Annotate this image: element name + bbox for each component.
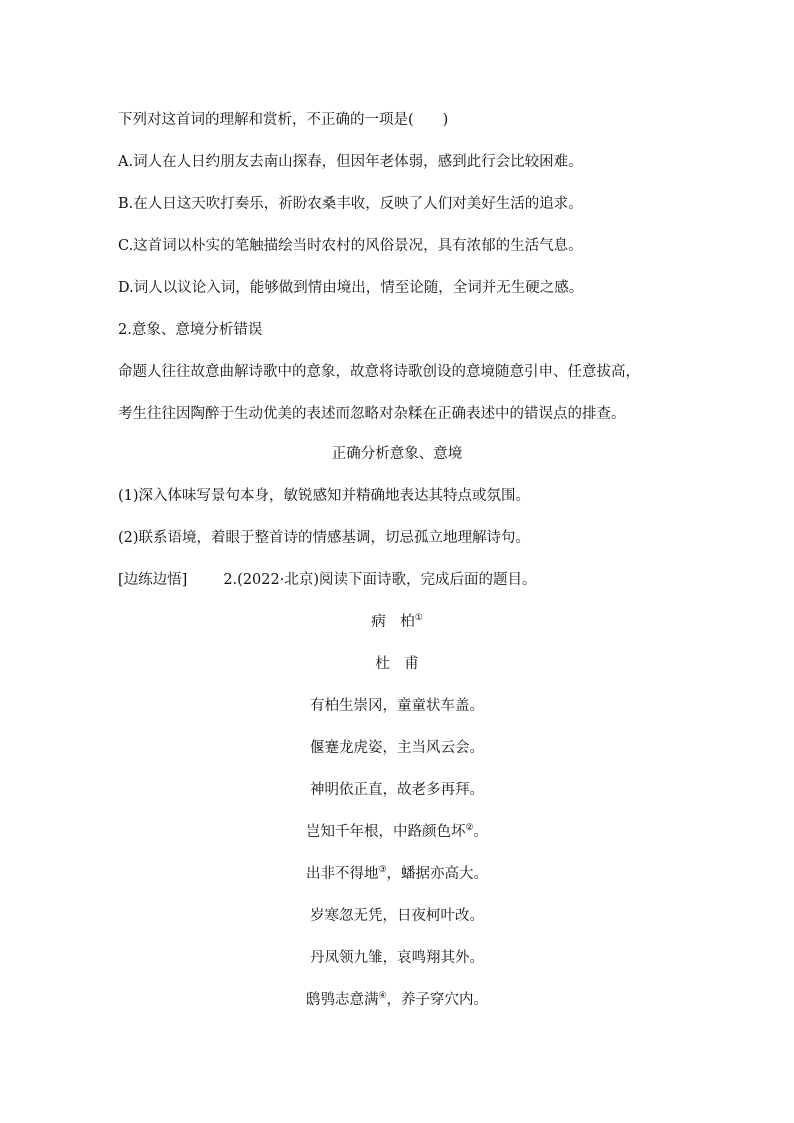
poem-line: 神明依正直，故老多再拜。: [310, 782, 484, 798]
option-a: A.词人在人日约朋友去南山探春，但因年老体弱，感到此行会比较困难。: [118, 154, 583, 170]
poem-title: 病 柏①: [371, 613, 423, 630]
poem-line: 偃蹇龙虎姿，主当风云会。: [310, 740, 484, 756]
paragraph-line-1: 命题人往往故意曲解诗歌中的意象，故意将诗歌创设的意境随意引申、任意拔高，: [118, 364, 640, 380]
option-c: C.这首词以朴实的笔触描绘当时农村的风俗景况，具有浓郁的生活气息。: [118, 238, 583, 254]
poem-author: 杜 甫: [375, 656, 419, 672]
poem-line: 丹凤领九雏，哀鸣翔其外。: [310, 950, 484, 966]
option-b: B.在人日这天吹打奏乐，祈盼农桑丰收，反映了人们对美好生活的追求。: [118, 196, 583, 212]
practice-tag: [边练边悟]: [118, 572, 188, 588]
footnote-marker: ③: [378, 865, 387, 876]
question-stem: 下列对这首词的理解和赏析，不正确的一项是( ): [118, 112, 449, 128]
footnote-marker: ①: [414, 613, 423, 624]
practice-prompt: 2.(2022·北京)阅读下面诗歌，完成后面的题目。: [223, 572, 537, 588]
poem-line: 有柏生崇冈，童童状车盖。: [310, 698, 484, 714]
method-title: 正确分析意象、意境: [331, 446, 463, 462]
practice-line: [118, 570, 537, 590]
section-heading: 2.意象、意境分析错误: [118, 322, 263, 338]
footnote-marker: ④: [378, 991, 387, 1002]
method-item-1: (1)深入体味写景句本身，敏锐感知并精确地表达其特点或氛围。: [118, 488, 531, 504]
poem-line: 岁寒忽无凭，日夜柯叶改。: [310, 908, 484, 924]
footnote-marker: ②: [465, 823, 474, 834]
poem-line: 鸱鸮志意满④，养子穿穴内。: [305, 991, 489, 1008]
option-d: D.词人以议论入词，能够做到情由境出，情至论随，全词并无生硬之感。: [118, 280, 584, 296]
paragraph-line-2: 考生往往因陶醉于生动优美的表述而忽略对杂糅在正确表述中的错误点的排查。: [118, 406, 626, 422]
method-item-2: (2)联系语境，着眼于整首诗的情感基调，切忌孤立地理解诗句。: [118, 530, 531, 546]
poem-line: 岂知千年根，中路颜色坏②。: [305, 823, 489, 840]
poem-line: 出非不得地③，蟠据亦高大。: [305, 865, 489, 882]
